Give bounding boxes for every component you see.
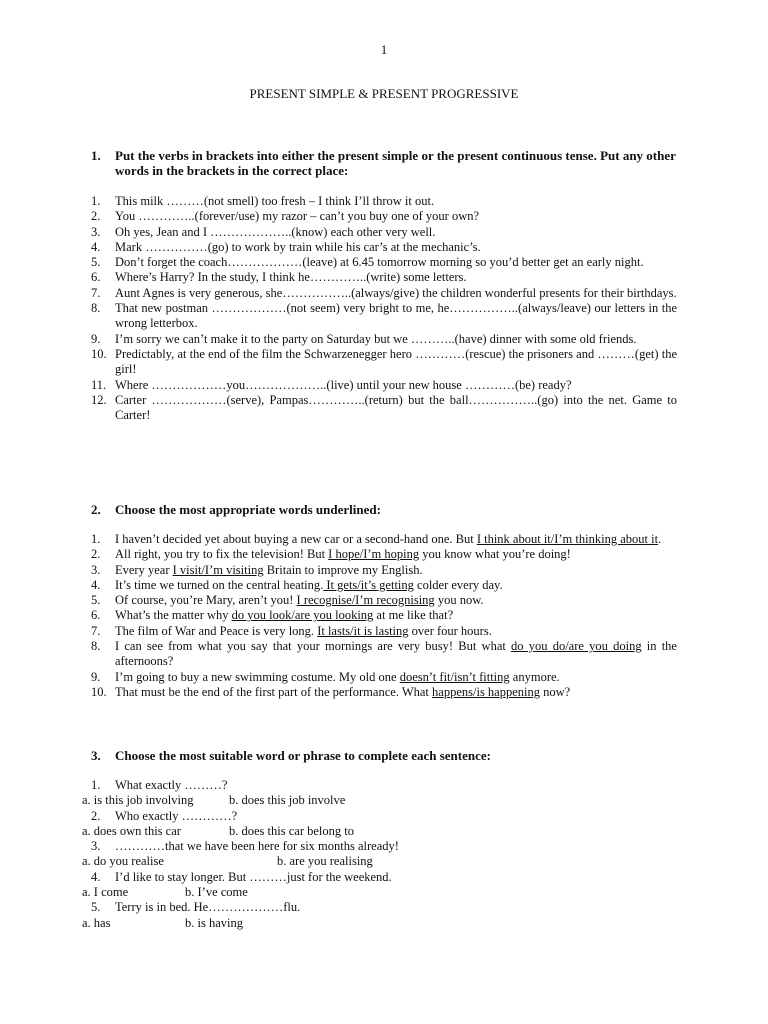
page-number: 1	[380, 42, 388, 57]
item-number: 1.	[91, 194, 101, 208]
question-text: What exactly ………?	[115, 778, 228, 792]
item-number: 6.	[91, 608, 101, 623]
item-number: 3.	[91, 839, 101, 854]
section-2-heading	[91, 502, 691, 517]
page-title: PRESENT SIMPLE & PRESENT PROGRESSIVE	[249, 86, 519, 101]
answer-options	[82, 915, 677, 931]
question-text: Who exactly …………?	[115, 808, 238, 823]
section-number: 1.	[91, 148, 101, 163]
item-number: 10.	[91, 346, 107, 361]
item-text: Where ………………you………………..(live) until your new house …………(be) ready?	[115, 377, 572, 392]
exercise-item	[91, 670, 677, 685]
item-text: Don’t forget the coach………………(leave) at 6.45 tomorrow morning so you’d better get an early night.	[115, 255, 644, 270]
item-text: Oh yes, Jean and I ………………..(know) each other very well.	[115, 224, 436, 239]
question-item	[91, 900, 677, 915]
exercise-item	[91, 685, 677, 700]
item-number: 5.	[91, 593, 101, 608]
item-number: 4.	[91, 869, 101, 884]
item-number: 7.	[91, 623, 101, 638]
item-number: 4.	[91, 577, 101, 592]
item-text-before: Of course, you’re Mary, aren’t you!	[115, 593, 297, 608]
option-a: a. is this job involving	[82, 793, 194, 808]
underlined-choices: It gets/it’s getting	[323, 577, 414, 592]
item-text: That new postman ………………(not seem) very bright to me, he……………..(always/leave) our letters in the wrong letterbox.	[115, 301, 677, 331]
item-text: Predictably, at the end of the film the Schwarzenegger hero …………(rescue) the prisoners and ………(get) the girl!	[115, 346, 677, 377]
item-text: You …………..(forever/use) my razor – can’t you buy one of your own?	[115, 209, 480, 224]
question-item	[91, 839, 677, 854]
option-b: b. does this car belong to	[229, 823, 354, 838]
section-3-list	[82, 778, 677, 931]
item-number: 5.	[91, 900, 101, 915]
exercise-item	[91, 639, 677, 670]
section-instruction: Choose the most appropriate words underlined:	[115, 502, 381, 517]
section-2-list	[91, 532, 677, 700]
item-text: Aunt Agnes is very generous, she……………..(always/give) the children wonderful presents for their birthdays.	[115, 285, 677, 300]
item-number: 5.	[91, 255, 101, 270]
item-text: This milk ………(not smell) too fresh – I think I’ll throw it out.	[115, 194, 435, 208]
exercise-item	[91, 593, 677, 608]
item-number: 8.	[91, 301, 101, 316]
item-text-before: What’s the matter why	[115, 608, 232, 623]
section-instruction: Choose the most suitable word or phrase to complete each sentence:	[115, 748, 491, 763]
item-number: 8.	[91, 639, 101, 654]
exercise-item	[91, 563, 677, 578]
underlined-choices: doesn’t fit/isn’t fitting	[399, 669, 510, 684]
item-number: 10.	[91, 684, 107, 699]
section-1-heading	[91, 148, 691, 178]
item-number: 1.	[91, 778, 101, 792]
exercise-item	[91, 270, 677, 285]
section-3-heading	[91, 748, 691, 763]
item-text-after: in the afternoons?	[115, 639, 677, 669]
underlined-choices: do you look/are you looking	[231, 608, 374, 623]
option-b: b. are you realising	[277, 854, 373, 869]
option-a: a. I come	[82, 885, 129, 900]
item-text-after: anymore.	[509, 669, 560, 684]
exercise-item	[91, 209, 677, 224]
exercise-item	[91, 301, 677, 332]
item-number: 7.	[91, 285, 101, 300]
item-number: 2.	[91, 209, 101, 224]
item-number: 1.	[91, 532, 101, 546]
item-text-after: Britain to improve my English.	[263, 562, 423, 577]
item-text-after: colder every day.	[413, 577, 503, 592]
answer-options	[82, 793, 677, 808]
item-number: 3.	[91, 224, 101, 239]
item-number: 4.	[91, 239, 101, 254]
question-text: Terry is in bed. He………………flu.	[115, 900, 301, 915]
item-number: 6.	[91, 270, 101, 285]
question-text: …………that we have been here for six months already!	[115, 839, 399, 854]
exercise-item	[91, 225, 677, 240]
exercise-item	[91, 194, 677, 209]
exercise-item	[91, 378, 677, 393]
exercise-item	[91, 578, 677, 593]
underlined-choices: happens/is happening	[432, 684, 540, 699]
option-a: a. do you realise	[82, 854, 164, 869]
exercise-item	[91, 624, 677, 639]
exercise-item	[91, 547, 677, 562]
exercise-item	[91, 608, 677, 623]
underlined-choices: I recognise/I’m recognising	[296, 593, 435, 608]
item-text-before: I can see from what you say that your mornings are very busy! But what	[115, 639, 512, 654]
item-text-before: Every year	[115, 562, 173, 577]
question-item	[91, 809, 677, 824]
underlined-choices: do you do/are you doing	[511, 639, 642, 654]
exercise-item	[91, 240, 677, 255]
item-text-before: I haven’t decided yet about buying a new car or a second-hand one. But	[115, 532, 477, 546]
item-text-before: That must be the end of the first part of the performance. What	[115, 684, 433, 699]
question-item	[91, 870, 677, 885]
item-number: 11.	[91, 377, 107, 392]
item-text-before: It’s time we turned on the central heating.	[115, 577, 324, 592]
answer-options	[82, 885, 677, 900]
item-text-before: I’m going to buy a new swimming costume. My old one	[115, 669, 400, 684]
answer-options	[82, 854, 677, 869]
item-text: I’m sorry we can’t make it to the party on Saturday but we ………..(have) dinner with some old friends.	[115, 331, 637, 346]
underlined-choices: I hope/I’m hoping	[328, 547, 420, 562]
section-number: 2.	[91, 502, 101, 517]
exercise-item	[91, 532, 677, 547]
item-text: Mark ……………(go) to work by train while his car’s at the mechanic’s.	[115, 239, 481, 254]
item-text: Where’s Harry? In the study, I think he…………..(write) some letters.	[115, 270, 467, 285]
answer-options	[82, 823, 677, 839]
question-item	[91, 778, 677, 793]
section-1-list	[91, 194, 677, 423]
item-text-after: .	[658, 532, 662, 546]
item-number: 12.	[91, 392, 107, 407]
option-b: b. I’ve come	[185, 885, 248, 900]
question-text: I’d like to stay longer. But ………just for the weekend.	[115, 869, 392, 884]
exercise-item	[91, 255, 677, 270]
item-text: Carter ………………(serve), Pampas…………..(return) but the ball……………..(go) into the net. Game to Carter!	[115, 392, 677, 423]
option-b: b. does this job involve	[229, 793, 346, 808]
item-text-after: you now.	[434, 593, 484, 608]
item-number: 2.	[91, 808, 101, 823]
item-number: 9.	[91, 669, 101, 684]
section-number: 3.	[91, 748, 101, 763]
exercise-item	[91, 286, 677, 301]
option-b: b. is having	[185, 915, 243, 930]
item-number: 9.	[91, 331, 101, 346]
item-number: 2.	[91, 547, 101, 562]
option-a: a. has	[82, 915, 111, 930]
item-text-after: now?	[540, 684, 571, 699]
option-a: a. does own this car	[82, 823, 181, 838]
underlined-choices: I think about it/I’m thinking about it	[476, 532, 659, 546]
exercise-item	[91, 393, 677, 424]
underlined-choices: I visit/I’m visiting	[172, 562, 264, 577]
section-instruction: Put the verbs in brackets into either the present simple or the present continuous tense. Put any other words in the brackets in the correct place:	[115, 148, 676, 178]
item-text-before: All right, you try to fix the television! But	[115, 547, 329, 562]
item-text-after: at me like that?	[373, 608, 454, 623]
item-text-after: you know what you’re doing!	[419, 547, 571, 562]
exercise-item	[91, 347, 677, 378]
item-number: 3.	[91, 562, 101, 577]
item-text-before: The film of War and Peace is very long.	[115, 623, 318, 638]
underlined-choices: It lasts/it is lasting	[317, 623, 409, 638]
exercise-item	[91, 332, 677, 347]
item-text-after: over four hours.	[408, 623, 492, 638]
